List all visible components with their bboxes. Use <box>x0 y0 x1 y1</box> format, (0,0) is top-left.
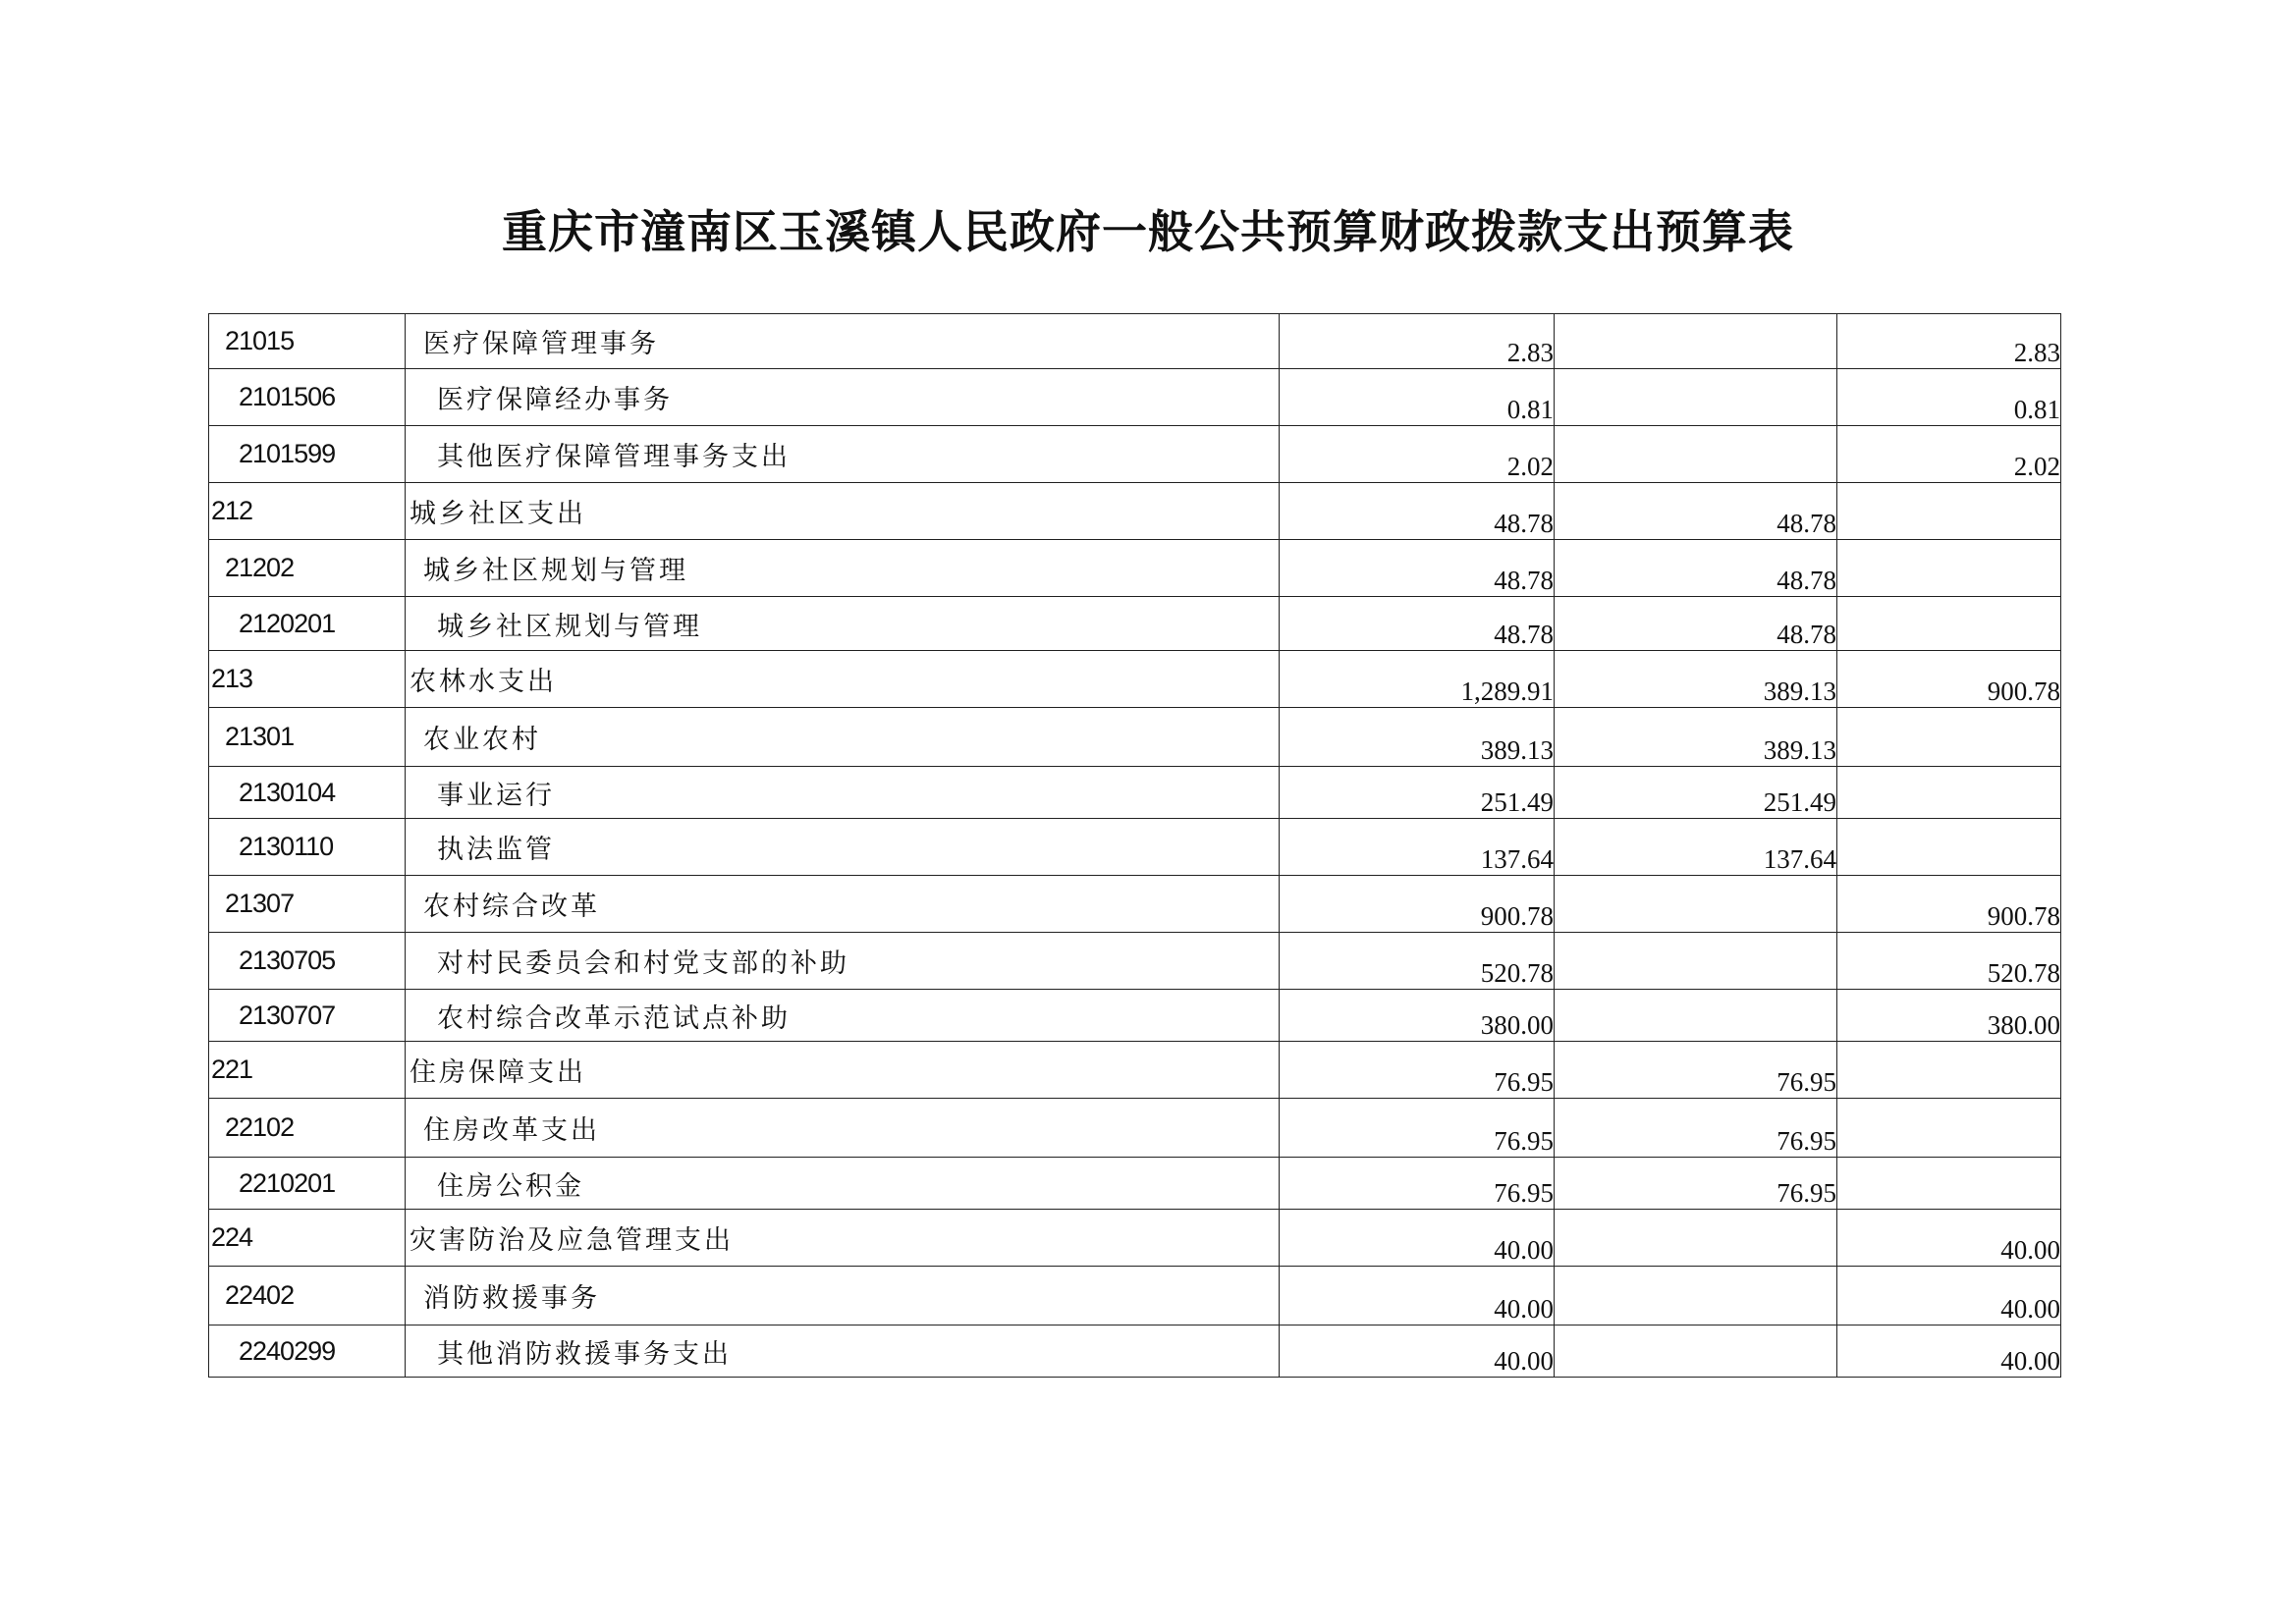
basic-cell <box>1555 369 1837 426</box>
total-cell: 40.00 <box>1280 1267 1555 1325</box>
total-cell: 380.00 <box>1280 990 1555 1042</box>
name-cell: 农业农村 <box>406 708 1280 767</box>
name-cell: 农村综合改革示范试点补助 <box>406 990 1280 1042</box>
basic-cell: 137.64 <box>1555 819 1837 876</box>
code-cell: 2130707 <box>209 990 406 1042</box>
basic-cell: 48.78 <box>1555 483 1837 540</box>
project-cell: 2.83 <box>1837 314 2061 369</box>
table-row <box>209 1267 2061 1325</box>
project-cell: 40.00 <box>1837 1325 2061 1378</box>
name-cell: 其他消防救援事务支出 <box>406 1325 1280 1378</box>
table-row <box>209 819 2061 876</box>
project-cell: 2.02 <box>1837 426 2061 483</box>
name-cell: 农村综合改革 <box>406 876 1280 933</box>
code-cell: 22402 <box>209 1267 406 1325</box>
code-cell: 2101506 <box>209 369 406 426</box>
total-cell: 76.95 <box>1280 1042 1555 1099</box>
table-row <box>209 426 2061 483</box>
total-cell: 2.02 <box>1280 426 1555 483</box>
project-cell: 900.78 <box>1837 651 2061 708</box>
basic-cell: 76.95 <box>1555 1042 1837 1099</box>
total-cell: 48.78 <box>1280 540 1555 597</box>
table-row <box>209 651 2061 708</box>
total-cell: 48.78 <box>1280 597 1555 651</box>
total-cell: 76.95 <box>1280 1158 1555 1210</box>
table-row <box>209 933 2061 990</box>
code-cell: 212 <box>209 483 406 540</box>
total-cell: 0.81 <box>1280 369 1555 426</box>
name-cell: 住房改革支出 <box>406 1099 1280 1158</box>
basic-cell: 389.13 <box>1555 651 1837 708</box>
total-cell: 520.78 <box>1280 933 1555 990</box>
table-row <box>209 876 2061 933</box>
code-cell: 2210201 <box>209 1158 406 1210</box>
project-cell <box>1837 540 2061 597</box>
name-cell: 消防救援事务 <box>406 1267 1280 1325</box>
code-cell: 21015 <box>209 314 406 369</box>
total-cell: 251.49 <box>1280 767 1555 819</box>
table-row <box>209 1210 2061 1267</box>
project-cell <box>1837 483 2061 540</box>
project-cell <box>1837 819 2061 876</box>
project-cell: 0.81 <box>1837 369 2061 426</box>
table-row <box>209 540 2061 597</box>
total-cell: 137.64 <box>1280 819 1555 876</box>
code-cell: 224 <box>209 1210 406 1267</box>
total-cell: 40.00 <box>1280 1210 1555 1267</box>
table-row <box>209 1325 2061 1378</box>
basic-cell <box>1555 1267 1837 1325</box>
total-cell: 2.83 <box>1280 314 1555 369</box>
table-row <box>209 708 2061 767</box>
basic-cell <box>1555 933 1837 990</box>
table-row <box>209 1042 2061 1099</box>
total-cell: 1,289.91 <box>1280 651 1555 708</box>
total-cell: 48.78 <box>1280 483 1555 540</box>
basic-cell: 76.95 <box>1555 1099 1837 1158</box>
name-cell: 事业运行 <box>406 767 1280 819</box>
basic-cell: 48.78 <box>1555 540 1837 597</box>
code-cell: 22102 <box>209 1099 406 1158</box>
project-cell <box>1837 1099 2061 1158</box>
name-cell: 医疗保障经办事务 <box>406 369 1280 426</box>
basic-cell <box>1555 314 1837 369</box>
budget-table <box>208 313 2061 1378</box>
name-cell: 城乡社区支出 <box>406 483 1280 540</box>
code-cell: 2130104 <box>209 767 406 819</box>
code-cell: 2130110 <box>209 819 406 876</box>
code-cell: 21307 <box>209 876 406 933</box>
project-cell: 380.00 <box>1837 990 2061 1042</box>
code-cell: 21202 <box>209 540 406 597</box>
basic-cell <box>1555 1210 1837 1267</box>
code-cell: 213 <box>209 651 406 708</box>
table-row <box>209 1158 2061 1210</box>
table-row <box>209 483 2061 540</box>
basic-cell: 251.49 <box>1555 767 1837 819</box>
name-cell: 城乡社区规划与管理 <box>406 597 1280 651</box>
project-cell <box>1837 597 2061 651</box>
table-row <box>209 1099 2061 1158</box>
basic-cell <box>1555 426 1837 483</box>
project-cell: 900.78 <box>1837 876 2061 933</box>
name-cell: 住房公积金 <box>406 1158 1280 1210</box>
page-title: 重庆市潼南区玉溪镇人民政府一般公共预算财政拨款支出预算表 <box>502 205 1794 258</box>
code-cell: 221 <box>209 1042 406 1099</box>
project-cell <box>1837 1042 2061 1099</box>
basic-cell <box>1555 990 1837 1042</box>
code-cell: 2240299 <box>209 1325 406 1378</box>
basic-cell: 389.13 <box>1555 708 1837 767</box>
basic-cell: 48.78 <box>1555 597 1837 651</box>
name-cell: 住房保障支出 <box>406 1042 1280 1099</box>
project-cell: 40.00 <box>1837 1267 2061 1325</box>
name-cell: 其他医疗保障管理事务支出 <box>406 426 1280 483</box>
budget-table-body <box>209 314 2061 1378</box>
name-cell: 农林水支出 <box>406 651 1280 708</box>
basic-cell: 76.95 <box>1555 1158 1837 1210</box>
project-cell: 520.78 <box>1837 933 2061 990</box>
project-cell <box>1837 767 2061 819</box>
project-cell: 40.00 <box>1837 1210 2061 1267</box>
name-cell: 医疗保障管理事务 <box>406 314 1280 369</box>
code-cell: 2120201 <box>209 597 406 651</box>
name-cell: 执法监管 <box>406 819 1280 876</box>
table-row <box>209 990 2061 1042</box>
basic-cell <box>1555 1325 1837 1378</box>
code-cell: 21301 <box>209 708 406 767</box>
name-cell: 城乡社区规划与管理 <box>406 540 1280 597</box>
project-cell <box>1837 708 2061 767</box>
code-cell: 2130705 <box>209 933 406 990</box>
total-cell: 900.78 <box>1280 876 1555 933</box>
project-cell <box>1837 1158 2061 1210</box>
name-cell: 对村民委员会和村党支部的补助 <box>406 933 1280 990</box>
total-cell: 40.00 <box>1280 1325 1555 1378</box>
name-cell: 灾害防治及应急管理支出 <box>406 1210 1280 1267</box>
code-cell: 2101599 <box>209 426 406 483</box>
table-row <box>209 314 2061 369</box>
total-cell: 389.13 <box>1280 708 1555 767</box>
total-cell: 76.95 <box>1280 1099 1555 1158</box>
basic-cell <box>1555 876 1837 933</box>
table-row <box>209 369 2061 426</box>
table-row <box>209 767 2061 819</box>
table-row <box>209 597 2061 651</box>
